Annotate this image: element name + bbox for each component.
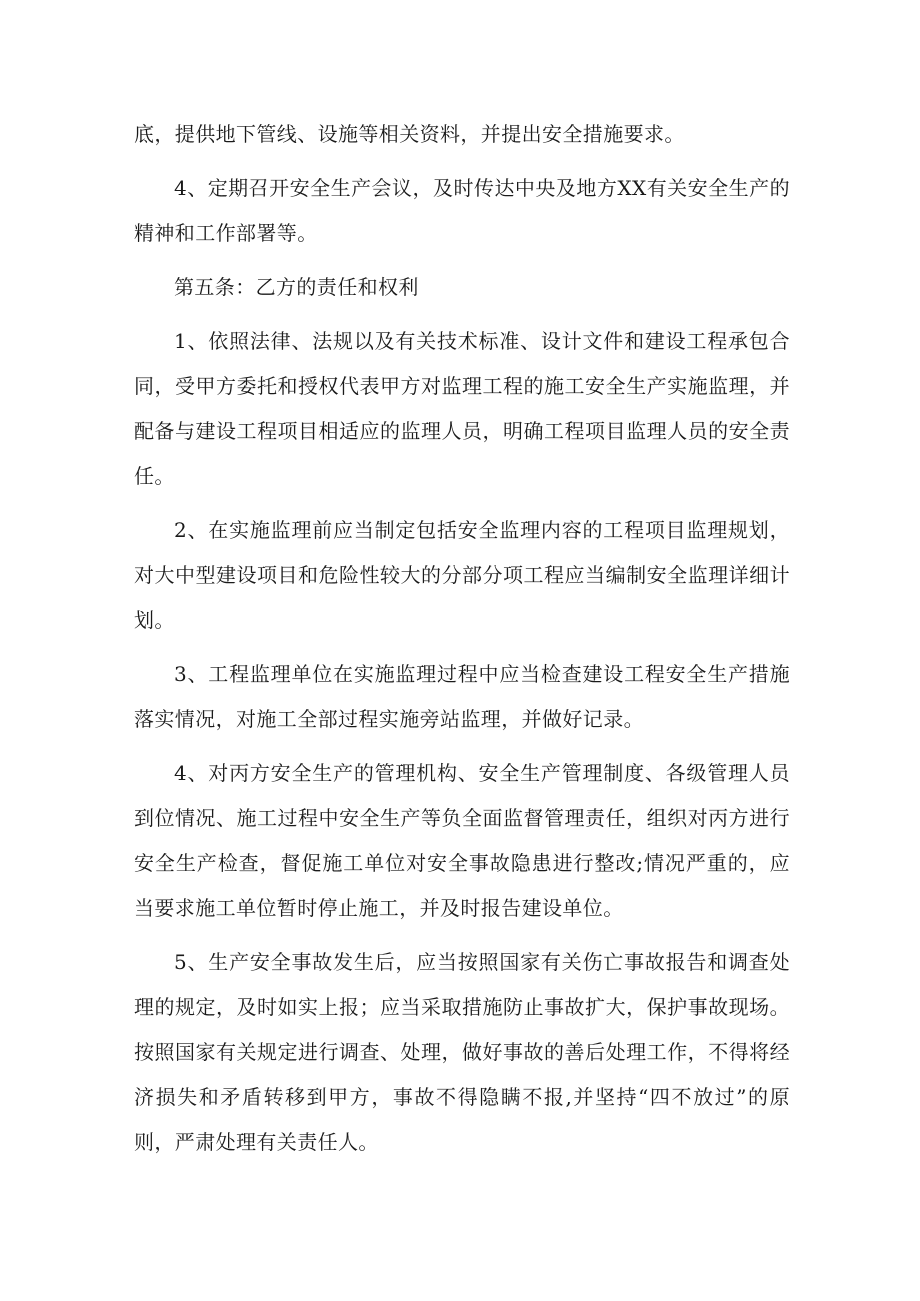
section-heading-article-5: 第五条：乙方的责任和权利 [174,275,419,299]
document-body [134,112,790,1165]
paragraph-item-4-safety-meetings: 4、定期召开安全生产会议，及时传达中央及地方XX有关安全生产的精神和工作部署等。 [134,176,790,245]
paragraph-item-4: 4、对丙方安全生产的管理机构、安全生产管理制度、各级管理人员到位情况、施工过程中安全生产等负全面监督管理责任，组织对丙方进行安全生产检查，督促施工单位对安全事故隐患进行整改;情况严重的，应当要求施工单位暂时停止施工，并及时报告建设单位。 [134,761,790,920]
paragraph-item-2: 2、在实施监理前应当制定包括安全监理内容的工程项目监理规划，对大中型建设项目和危险性较大的分部分项工程应当编制安全监理详细计划。 [134,518,790,632]
paragraph-continuation: 底，提供地下管线、设施等相关资料，并提出安全措施要求。 [134,122,685,146]
paragraph-item-5: 5、生产安全事故发生后，应当按照国家有关伤亡事故报告和调查处理的规定，及时如实上报；应当采取措施防止事故扩大，保护事故现场。按照国家有关规定进行调查、处理，做好事故的善后处理工作，不得将经济损失和矛盾转移到甲方，事故不得隐瞒不报,并坚持“四不放过”的原则，严肃处理有关责任人。 [134,950,790,1154]
paragraph-item-1: 1、依照法律、法规以及有关技术标准、设计文件和建设工程承包合同，受甲方委托和授权代表甲方对监理工程的施工安全生产实施监理，并配备与建设工程项目相适应的监理人员，明确工程项目监理人员的安全责任。 [134,329,790,488]
paragraph-item-3: 3、工程监理单位在实施监理过程中应当检查建设工程安全生产措施落实情况，对施工全部过程实施旁站监理，并做好记录。 [134,662,790,731]
